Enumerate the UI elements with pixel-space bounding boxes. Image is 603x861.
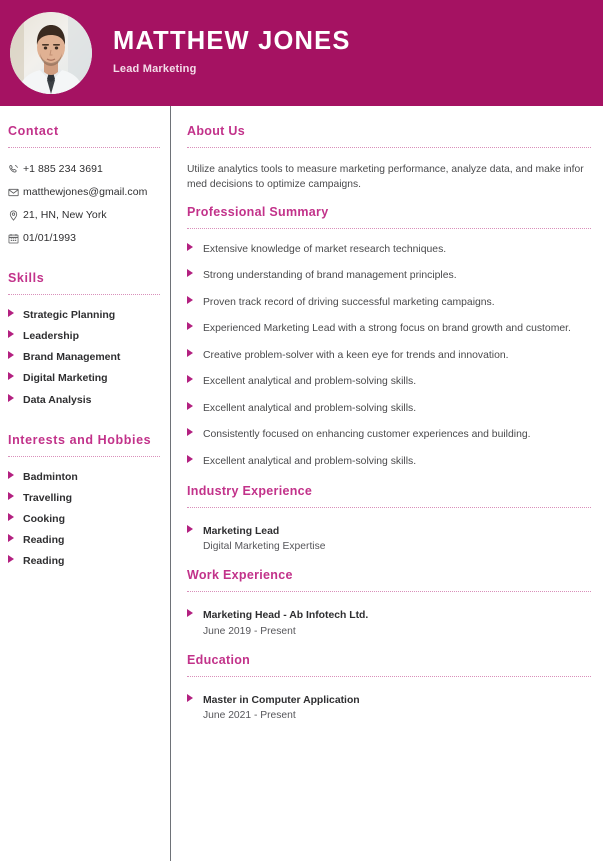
- header-banner: [0, 0, 603, 106]
- list-item: [187, 455, 591, 469]
- skills-list: [8, 309, 160, 407]
- bullet-arrow-icon: [187, 402, 193, 410]
- contact-item-email[interactable]: [8, 185, 160, 199]
- industry-experience-list: [187, 521, 591, 554]
- summary-item-text: Experienced Marketing Lead with a strong focus on brand growth and customer.: [203, 323, 571, 335]
- list-item: [8, 513, 160, 526]
- sidebar: [0, 106, 170, 861]
- bullet-arrow-icon: [8, 555, 14, 563]
- about-text: Utilize analytics tools to measure marketing performance, analyze data, and make informed decisions to optimize campaigns.: [187, 164, 584, 191]
- professional-summary-list: [187, 243, 591, 469]
- professional-summary-section: [187, 205, 591, 469]
- entry-title: Master in Computer Application: [203, 695, 360, 707]
- list-item: [8, 534, 160, 547]
- list-item: [187, 428, 591, 442]
- bullet-arrow-icon: [8, 309, 14, 317]
- skill-label: Leadership: [23, 330, 80, 343]
- contact-email-value: matthewjones@gmail.com: [23, 185, 148, 198]
- bullet-arrow-icon: [187, 269, 193, 277]
- education-heading: Education: [187, 653, 251, 668]
- bullet-arrow-icon: [187, 349, 193, 357]
- calendar-icon: [8, 233, 23, 244]
- contact-phone-value: +1 885 234 3691: [23, 162, 103, 175]
- bullet-arrow-icon: [8, 394, 14, 402]
- avatar: [10, 12, 92, 94]
- entry-subtitle: June 2021 - Present: [203, 710, 296, 722]
- bullet-arrow-icon: [8, 492, 14, 500]
- list-item: [8, 555, 160, 568]
- entry-subtitle: Digital Marketing Expertise: [203, 540, 326, 552]
- bullet-arrow-icon: [8, 513, 14, 521]
- envelope-icon: [8, 187, 23, 198]
- entry-title: Marketing Lead: [203, 525, 280, 537]
- about-divider: [187, 147, 591, 148]
- industry-experience-section: [187, 484, 591, 554]
- interests-heading: Interests and Hobbies: [8, 432, 152, 447]
- bullet-arrow-icon: [187, 428, 193, 436]
- industry-experience-heading: Industry Experience: [187, 483, 313, 498]
- bullet-arrow-icon: [187, 296, 193, 304]
- interest-label: Travelling: [23, 491, 73, 504]
- summary-item-text: Proven track record of driving successful marketing campaigns.: [203, 296, 495, 308]
- list-item: [187, 296, 591, 310]
- list-item: [187, 402, 591, 416]
- bullet-arrow-icon: [187, 322, 193, 330]
- interests-divider: [8, 456, 160, 457]
- contact-heading: Contact: [8, 124, 59, 138]
- contact-item-address[interactable]: [8, 208, 160, 222]
- summary-item-text: Excellent analytical and problem-solving skills.: [203, 402, 417, 414]
- list-item: [187, 605, 591, 638]
- summary-item-text: Consistently focused on enhancing customer experiences and building.: [203, 429, 531, 441]
- list-item: [187, 521, 591, 554]
- contact-divider: [8, 147, 160, 148]
- skills-section: [8, 271, 160, 407]
- list-item: [8, 309, 160, 322]
- skills-divider: [8, 294, 160, 295]
- summary-item-text: Excellent analytical and problem-solving skills.: [203, 376, 417, 388]
- contact-birthdate-value: 01/01/1993: [23, 231, 77, 244]
- location-pin-icon: [8, 210, 23, 221]
- education-divider: [187, 676, 591, 677]
- work-experience-section: [187, 568, 591, 638]
- interest-label: Reading: [23, 555, 65, 568]
- entry-title: Marketing Head - Ab Infotech Ltd.: [203, 610, 369, 622]
- work-experience-divider: [187, 591, 591, 592]
- skill-label: Brand Management: [23, 351, 121, 364]
- list-item: [187, 690, 591, 723]
- list-item: [187, 243, 591, 257]
- page-title: MATTHEW JONES: [113, 26, 351, 55]
- education-section: [187, 653, 591, 723]
- list-item: [8, 372, 160, 385]
- bullet-arrow-icon: [187, 525, 193, 533]
- summary-item-text: Extensive knowledge of market research techniques.: [203, 243, 447, 255]
- interests-section: [8, 433, 160, 569]
- work-experience-list: [187, 605, 591, 638]
- bullet-arrow-icon: [8, 471, 14, 479]
- professional-summary-divider: [187, 228, 591, 229]
- education-list: [187, 690, 591, 723]
- skills-heading: Skills: [8, 271, 45, 285]
- contact-item-birthdate[interactable]: [8, 231, 160, 245]
- contact-section: [8, 124, 160, 245]
- resume-body: [0, 106, 603, 861]
- interest-label: Reading: [23, 534, 65, 546]
- profile-photo-icon: [10, 12, 92, 94]
- bullet-arrow-icon: [187, 455, 193, 463]
- list-item: [187, 322, 591, 336]
- contact-item-phone[interactable]: [8, 162, 160, 176]
- phone-icon: [8, 164, 23, 175]
- interests-list: [8, 471, 160, 569]
- interest-label: Badminton: [23, 470, 78, 483]
- list-item: [8, 471, 160, 484]
- summary-item-text: Creative problem-solver with a keen eye for trends and innovation.: [203, 349, 509, 361]
- bullet-arrow-icon: [8, 534, 14, 542]
- about-heading: About Us: [187, 124, 245, 138]
- bullet-arrow-icon: [8, 351, 14, 359]
- work-experience-heading: Work Experience: [187, 568, 293, 583]
- summary-item-text: Strong understanding of brand management principles.: [203, 270, 457, 282]
- main-content: [171, 106, 603, 861]
- about-section: [187, 124, 591, 193]
- professional-summary-heading: Professional Summary: [187, 204, 329, 219]
- list-item: [8, 492, 160, 505]
- contact-address-value: 21, HN, New York: [23, 208, 107, 221]
- job-role: Lead Marketing: [113, 63, 197, 76]
- bullet-arrow-icon: [187, 609, 193, 617]
- bullet-arrow-icon: [187, 375, 193, 383]
- industry-experience-divider: [187, 507, 591, 508]
- header-text: [113, 27, 351, 79]
- bullet-arrow-icon: [8, 330, 14, 338]
- list-item: [8, 330, 160, 343]
- list-item: [8, 394, 160, 407]
- bullet-arrow-icon: [8, 372, 14, 380]
- interest-label: Cooking: [23, 512, 65, 525]
- bullet-arrow-icon: [187, 243, 193, 251]
- list-item: [187, 269, 591, 283]
- list-item: [8, 351, 160, 364]
- list-item: [187, 375, 591, 389]
- list-item: [187, 349, 591, 363]
- skill-label: Data Analysis: [23, 393, 92, 406]
- contact-list: [8, 162, 160, 245]
- summary-item-text: Excellent analytical and problem-solving skills.: [203, 456, 417, 467]
- entry-subtitle: June 2019 - Present: [203, 625, 296, 637]
- skill-label: Strategic Planning: [23, 309, 116, 321]
- bullet-arrow-icon: [187, 694, 193, 702]
- skill-label: Digital Marketing: [23, 372, 108, 385]
